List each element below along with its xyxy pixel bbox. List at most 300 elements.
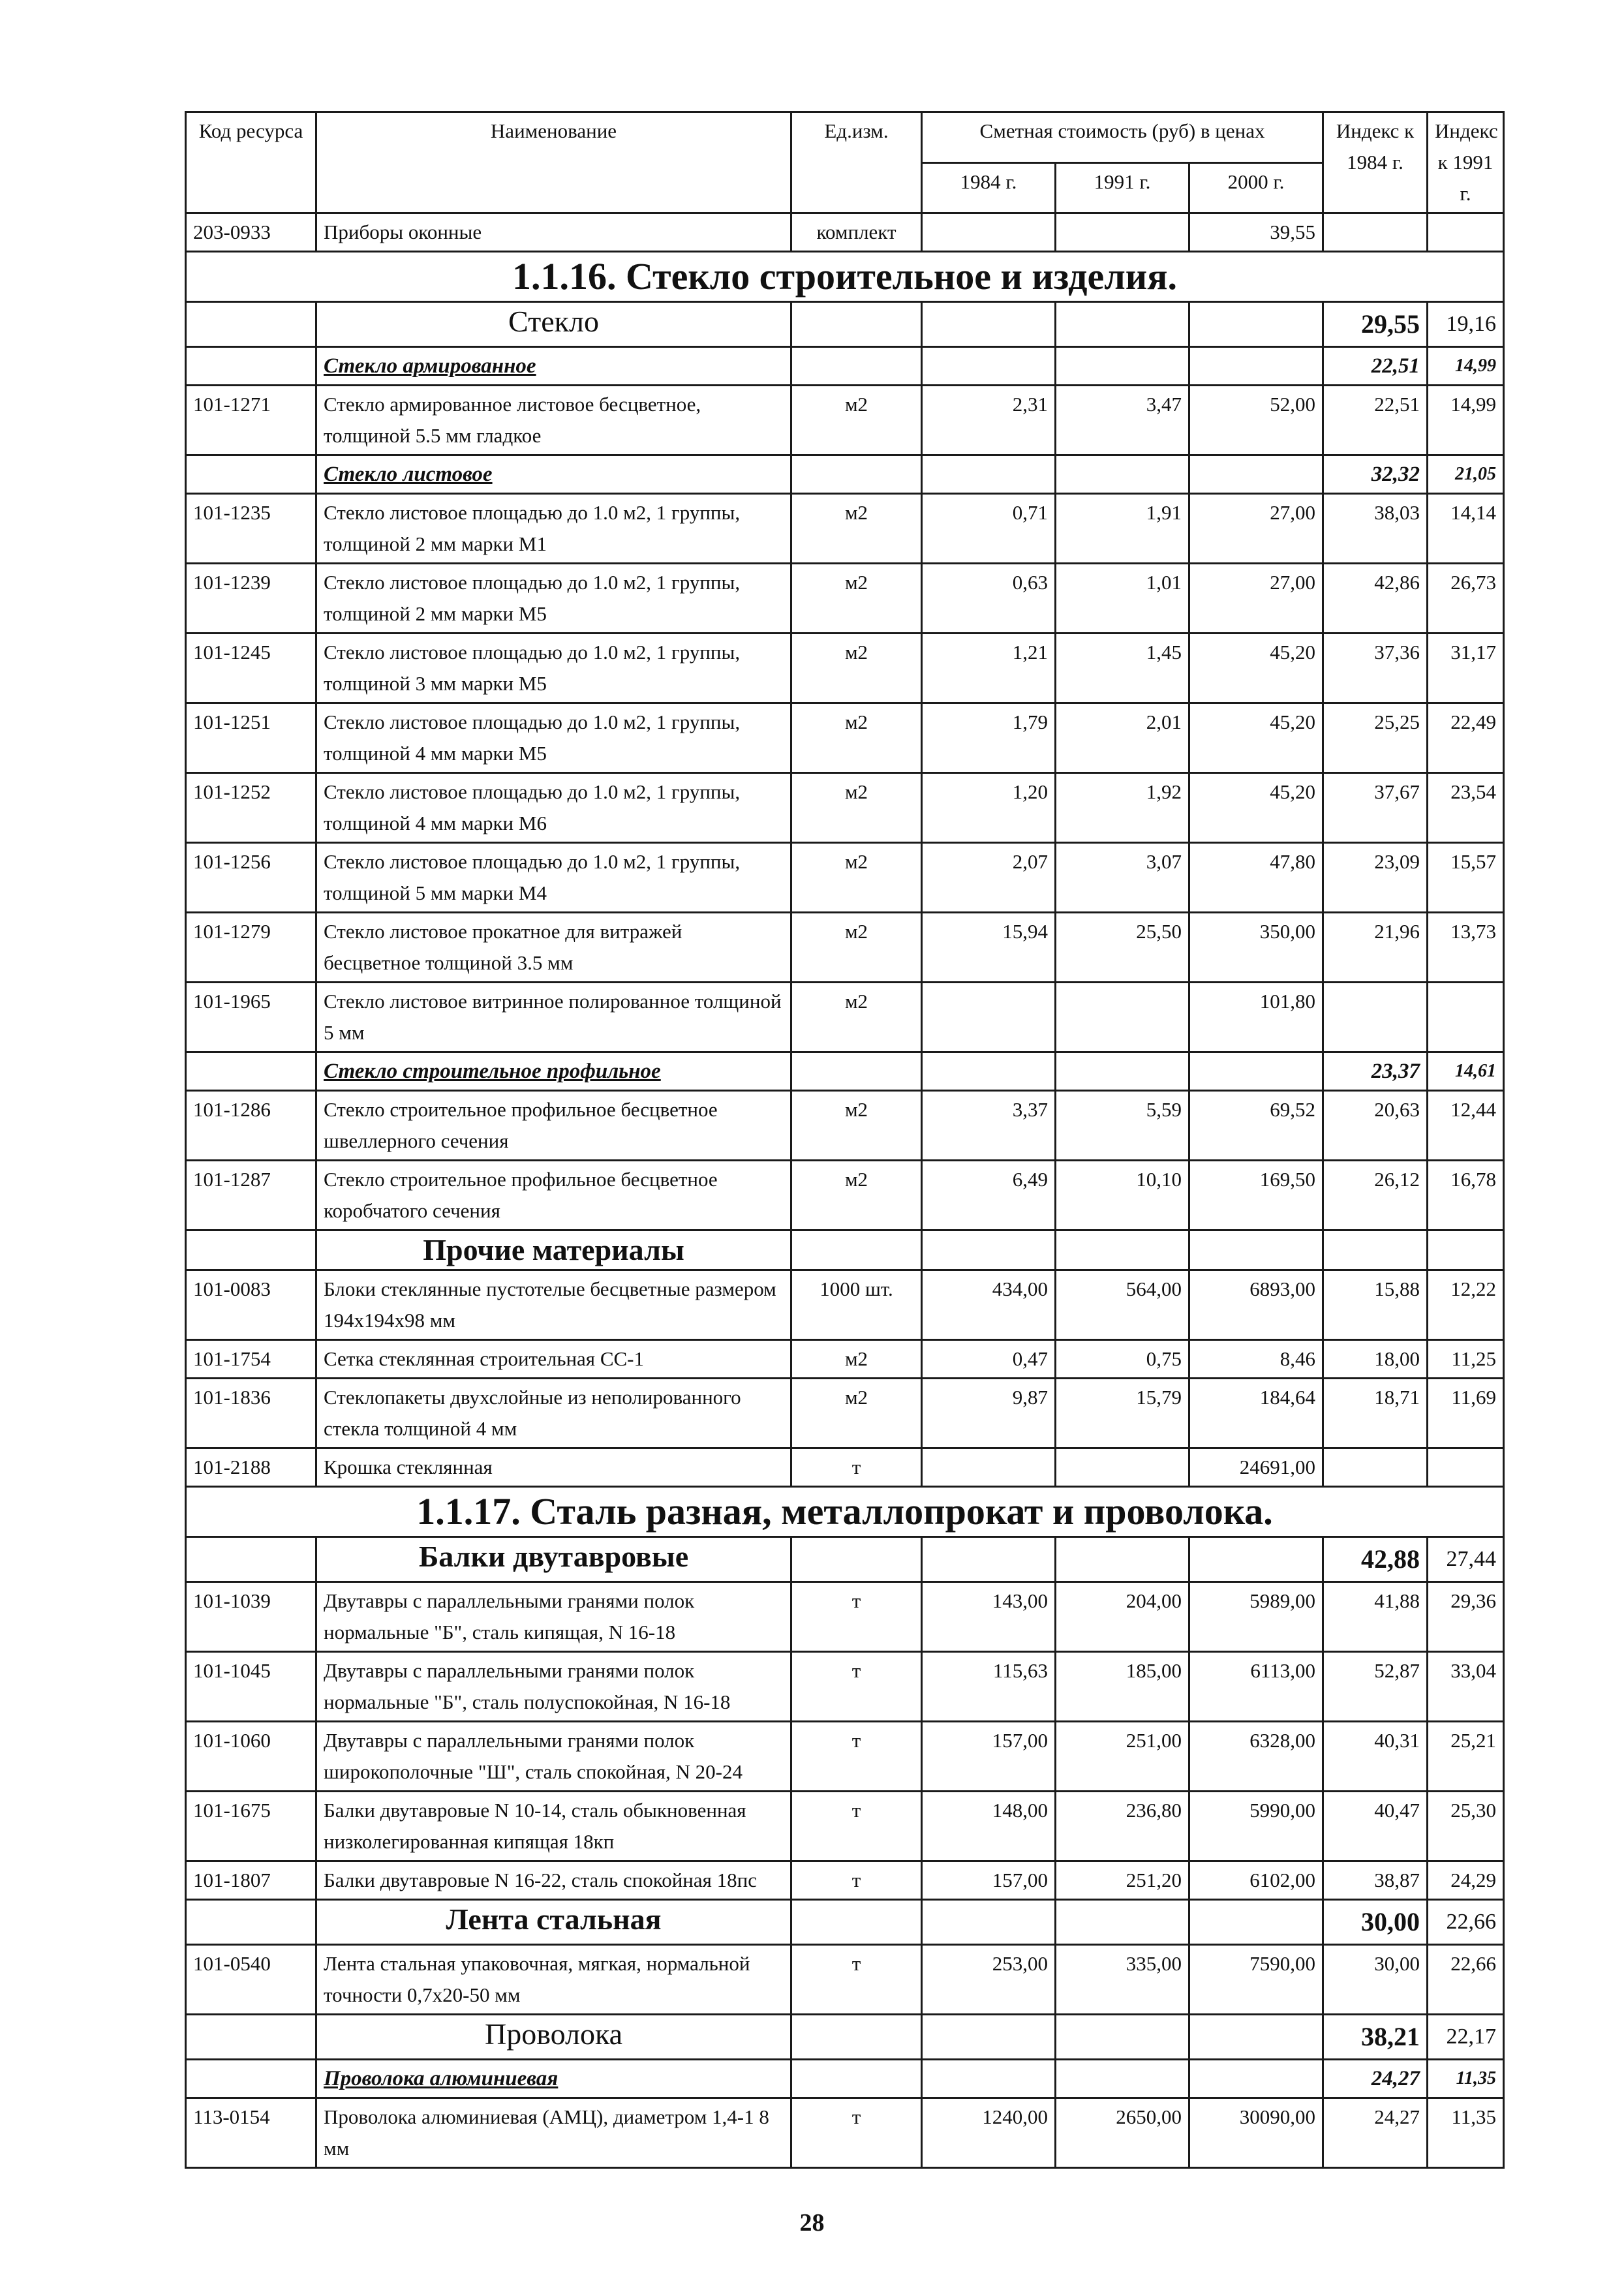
subgroup-title: Стекло листовое (316, 455, 791, 494)
index-to-1991: 22,66 (1428, 1945, 1504, 2015)
resource-code: 101-1252 (186, 773, 316, 843)
index-to-1984: 40,31 (1323, 1722, 1428, 1792)
group-heading-row (186, 1900, 1504, 1945)
resource-name: Стекло листовое прокатное для витражей бесцветное толщиной 3.5 мм (316, 913, 791, 983)
subgroup-1991-cell (1056, 455, 1189, 494)
price-2000: 350,00 (1189, 913, 1323, 983)
table-row (186, 1945, 1504, 2015)
subgroup-heading-row (186, 2060, 1504, 2098)
subgroup-code-cell (186, 347, 316, 386)
group-1991-cell (1056, 1230, 1189, 1270)
index-to-1984: 15,88 (1323, 1270, 1428, 1340)
index-to-1984: 22,51 (1323, 386, 1428, 455)
price-1991: 1,92 (1056, 773, 1189, 843)
subgroup-code-cell (186, 455, 316, 494)
price-1984: 0,47 (922, 1340, 1056, 1379)
price-1984: 253,00 (922, 1945, 1056, 2015)
subgroup-code-cell (186, 2060, 316, 2098)
price-1984: 148,00 (922, 1792, 1056, 1861)
price-2000: 30090,00 (1189, 2098, 1323, 2168)
resource-name: Стекло армированное листовое бесцветное, толщиной 5.5 мм гладкое (316, 386, 791, 455)
resource-code: 101-2188 (186, 1448, 316, 1487)
subgroup-2000-cell (1189, 1052, 1323, 1091)
table-row (186, 1379, 1504, 1448)
resource-code: 101-1836 (186, 1379, 316, 1448)
subgroup-unit-cell (791, 347, 922, 386)
index-to-1984: 38,03 (1323, 494, 1428, 564)
subgroup-index-1984: 24,27 (1323, 2060, 1428, 2098)
price-1991: 1,91 (1056, 494, 1189, 564)
group-title: Стекло (316, 302, 791, 347)
group-2000-cell (1189, 1900, 1323, 1945)
price-1984: 434,00 (922, 1270, 1056, 1340)
group-unit-cell (791, 302, 922, 347)
table-row (186, 1861, 1504, 1900)
index-to-1984: 30,00 (1323, 1945, 1428, 2015)
table-row (186, 1091, 1504, 1161)
resource-name: Двутавры с параллельными гранями полок нормальные "Б", сталь полуспокойная, N 16-18 (316, 1652, 791, 1722)
table-row (186, 913, 1504, 983)
unit-of-measure: т (791, 1792, 922, 1861)
unit-of-measure: м2 (791, 1161, 922, 1230)
price-1991: 25,50 (1056, 913, 1189, 983)
price-1991: 3,07 (1056, 843, 1189, 913)
resource-name: Балки двутавровые N 16-22, сталь спокойная 18пс (316, 1861, 791, 1900)
section-title: 1.1.16. Стекло строительное и изделия. (186, 252, 1504, 302)
subgroup-index-1991: 14,99 (1428, 347, 1504, 386)
resource-name: Стекло листовое витринное полированное толщиной 5 мм (316, 983, 791, 1052)
subgroup-heading-row (186, 347, 1504, 386)
resource-name: Стекло строительное профильное бесцветное коробчатого сечения (316, 1161, 791, 1230)
price-1991: 251,20 (1056, 1861, 1189, 1900)
group-heading-row (186, 1230, 1504, 1270)
subgroup-index-1984: 22,51 (1323, 347, 1428, 386)
subgroup-unit-cell (791, 455, 922, 494)
unit-of-measure: м2 (791, 386, 922, 455)
price-1991: 236,80 (1056, 1792, 1189, 1861)
index-to-1984: 25,25 (1323, 703, 1428, 773)
price-1991: 2,01 (1056, 703, 1189, 773)
group-index-1991: 19,16 (1428, 302, 1504, 347)
unit-of-measure: т (791, 2098, 922, 2168)
price-1991: 335,00 (1056, 1945, 1189, 2015)
price-1991: 2650,00 (1056, 2098, 1189, 2168)
index-to-1984: 24,27 (1323, 2098, 1428, 2168)
subgroup-1984-cell (922, 2060, 1056, 2098)
index-to-1984: 52,87 (1323, 1652, 1428, 1722)
price-2000: 27,00 (1189, 564, 1323, 634)
unit-of-measure: т (791, 1652, 922, 1722)
unit-of-measure: м2 (791, 913, 922, 983)
group-2000-cell (1189, 302, 1323, 347)
resource-code: 101-1279 (186, 913, 316, 983)
subgroup-index-1991: 11,35 (1428, 2060, 1504, 2098)
price-1991: 564,00 (1056, 1270, 1189, 1340)
index-to-1991: 12,44 (1428, 1091, 1504, 1161)
table-row (186, 213, 1504, 252)
price-1984: 6,49 (922, 1161, 1056, 1230)
group-heading-row (186, 302, 1504, 347)
unit-of-measure: т (791, 1448, 922, 1487)
group-index-1991 (1428, 1230, 1504, 1270)
index-to-1984 (1323, 213, 1428, 252)
index-to-1991: 11,35 (1428, 2098, 1504, 2168)
subgroup-unit-cell (791, 2060, 922, 2098)
index-to-1991: 29,36 (1428, 1582, 1504, 1652)
unit-of-measure: м2 (791, 1379, 922, 1448)
unit-of-measure: м2 (791, 773, 922, 843)
resource-name: Двутавры с параллельными гранями полок широкополочные "Ш", сталь спокойная, N 20-24 (316, 1722, 791, 1792)
table-row (186, 773, 1504, 843)
resource-name: Блоки стеклянные пустотелые бесцветные размером 194х194х98 мм (316, 1270, 791, 1340)
resource-code: 101-1965 (186, 983, 316, 1052)
header-index-1984: Индекс к 1984 г. (1323, 112, 1428, 213)
unit-of-measure: м2 (791, 634, 922, 703)
resource-name: Двутавры с параллельными гранями полок нормальные "Б", сталь кипящая, N 16-18 (316, 1582, 791, 1652)
table-row (186, 1582, 1504, 1652)
price-2000: 39,55 (1189, 213, 1323, 252)
resource-name: Балки двутавровые N 10-14, сталь обыкновенная низколегированная кипящая 18кп (316, 1792, 791, 1861)
price-1984: 3,37 (922, 1091, 1056, 1161)
subgroup-2000-cell (1189, 347, 1323, 386)
price-table (185, 111, 1505, 2169)
index-to-1984 (1323, 983, 1428, 1052)
subgroup-heading-row (186, 1052, 1504, 1091)
unit-of-measure: м2 (791, 1340, 922, 1379)
index-to-1991: 14,99 (1428, 386, 1504, 455)
resource-name: Стеклопакеты двухслойные из неполированного стекла толщиной 4 мм (316, 1379, 791, 1448)
header-name: Наименование (316, 112, 791, 213)
group-title: Балки двутавровые (316, 1537, 791, 1582)
group-unit-cell (791, 1230, 922, 1270)
group-unit-cell (791, 1537, 922, 1582)
resource-code: 101-0540 (186, 1945, 316, 2015)
subgroup-heading-row (186, 455, 1504, 494)
table-row (186, 1722, 1504, 1792)
price-1991: 1,45 (1056, 634, 1189, 703)
table-row (186, 634, 1504, 703)
index-to-1984: 18,00 (1323, 1340, 1428, 1379)
index-to-1991: 33,04 (1428, 1652, 1504, 1722)
price-2000: 6102,00 (1189, 1861, 1323, 1900)
subgroup-index-1991: 21,05 (1428, 455, 1504, 494)
subgroup-title: Стекло строительное профильное (316, 1052, 791, 1091)
price-1984: 9,87 (922, 1379, 1056, 1448)
group-heading-row (186, 2015, 1504, 2060)
index-to-1991: 26,73 (1428, 564, 1504, 634)
resource-code: 101-1675 (186, 1792, 316, 1861)
group-2000-cell (1189, 2015, 1323, 2060)
subgroup-1991-cell (1056, 2060, 1189, 2098)
resource-code: 113-0154 (186, 2098, 316, 2168)
resource-name: Приборы оконные (316, 213, 791, 252)
index-to-1991: 31,17 (1428, 634, 1504, 703)
price-2000: 45,20 (1189, 773, 1323, 843)
section-title: 1.1.17. Сталь разная, металлопрокат и проволока. (186, 1487, 1504, 1537)
subgroup-index-1991: 14,61 (1428, 1052, 1504, 1091)
resource-code: 101-1060 (186, 1722, 316, 1792)
group-heading-row (186, 1537, 1504, 1582)
price-1991: 3,47 (1056, 386, 1189, 455)
price-1984: 0,63 (922, 564, 1056, 634)
header-year-1991: 1991 г. (1056, 162, 1189, 213)
resource-name: Стекло листовое площадью до 1.0 м2, 1 группы, толщиной 2 мм марки М5 (316, 564, 791, 634)
index-to-1991: 11,25 (1428, 1340, 1504, 1379)
unit-of-measure: т (791, 1722, 922, 1792)
resource-code: 101-1286 (186, 1091, 316, 1161)
index-to-1984: 41,88 (1323, 1582, 1428, 1652)
header-year-2000: 2000 г. (1189, 162, 1323, 213)
price-2000: 169,50 (1189, 1161, 1323, 1230)
index-to-1984: 23,09 (1323, 843, 1428, 913)
header-code: Код ресурса (186, 112, 316, 213)
index-to-1984: 40,47 (1323, 1792, 1428, 1861)
price-2000: 8,46 (1189, 1340, 1323, 1379)
index-to-1984: 37,36 (1323, 634, 1428, 703)
group-code-cell (186, 302, 316, 347)
price-1984: 1,21 (922, 634, 1056, 703)
resource-code: 101-1754 (186, 1340, 316, 1379)
price-1991: 1,01 (1056, 564, 1189, 634)
price-1984 (922, 213, 1056, 252)
table-row (186, 386, 1504, 455)
unit-of-measure: м2 (791, 564, 922, 634)
group-unit-cell (791, 1900, 922, 1945)
subgroup-1984-cell (922, 347, 1056, 386)
resource-name: Лента стальная упаковочная, мягкая, нормальной точности 0,7х20-50 мм (316, 1945, 791, 2015)
index-to-1991: 15,57 (1428, 843, 1504, 913)
resource-name: Стекло листовое площадью до 1.0 м2, 1 группы, толщиной 3 мм марки М5 (316, 634, 791, 703)
subgroup-1991-cell (1056, 1052, 1189, 1091)
resource-code: 101-1271 (186, 386, 316, 455)
price-2000: 5990,00 (1189, 1792, 1323, 1861)
group-1991-cell (1056, 1900, 1189, 1945)
group-1984-cell (922, 1900, 1056, 1945)
page-number: 28 (799, 2209, 825, 2237)
price-2000: 6893,00 (1189, 1270, 1323, 1340)
price-2000: 24691,00 (1189, 1448, 1323, 1487)
subgroup-title: Стекло армированное (316, 347, 791, 386)
price-1991: 185,00 (1056, 1652, 1189, 1722)
subgroup-2000-cell (1189, 455, 1323, 494)
group-index-1984: 29,55 (1323, 302, 1428, 347)
resource-code: 101-1251 (186, 703, 316, 773)
table-row (186, 983, 1504, 1052)
subgroup-1984-cell (922, 455, 1056, 494)
index-to-1991 (1428, 983, 1504, 1052)
price-1991: 204,00 (1056, 1582, 1189, 1652)
group-1984-cell (922, 302, 1056, 347)
index-to-1991 (1428, 213, 1504, 252)
group-index-1991: 22,17 (1428, 2015, 1504, 2060)
price-2000: 101,80 (1189, 983, 1323, 1052)
unit-of-measure: м2 (791, 983, 922, 1052)
resource-code: 101-1235 (186, 494, 316, 564)
price-1984: 143,00 (922, 1582, 1056, 1652)
unit-of-measure: комплект (791, 213, 922, 252)
index-to-1991: 24,29 (1428, 1861, 1504, 1900)
index-to-1984: 20,63 (1323, 1091, 1428, 1161)
resource-name: Стекло листовое площадью до 1.0 м2, 1 группы, толщиной 5 мм марки М4 (316, 843, 791, 913)
unit-of-measure: т (791, 1945, 922, 2015)
resource-code: 101-1045 (186, 1652, 316, 1722)
table-row (186, 564, 1504, 634)
subgroup-title: Проволока алюминиевая (316, 2060, 791, 2098)
section-heading-row (186, 252, 1504, 302)
index-to-1991: 16,78 (1428, 1161, 1504, 1230)
subgroup-index-1984: 32,32 (1323, 455, 1428, 494)
index-to-1984: 37,67 (1323, 773, 1428, 843)
unit-of-measure: 1000 шт. (791, 1270, 922, 1340)
subgroup-index-1984: 23,37 (1323, 1052, 1428, 1091)
price-1984: 1240,00 (922, 2098, 1056, 2168)
table-row (186, 1161, 1504, 1230)
group-index-1991: 27,44 (1428, 1537, 1504, 1582)
resource-code: 101-1287 (186, 1161, 316, 1230)
index-to-1984 (1323, 1448, 1428, 1487)
unit-of-measure: м2 (791, 843, 922, 913)
resource-code: 101-1256 (186, 843, 316, 913)
resource-name: Крошка стеклянная (316, 1448, 791, 1487)
index-to-1984: 26,12 (1323, 1161, 1428, 1230)
table-row (186, 494, 1504, 564)
price-2000: 7590,00 (1189, 1945, 1323, 2015)
group-1991-cell (1056, 2015, 1189, 2060)
price-1984: 2,31 (922, 386, 1056, 455)
header-unit: Ед.изм. (791, 112, 922, 213)
index-to-1984: 21,96 (1323, 913, 1428, 983)
subgroup-1991-cell (1056, 347, 1189, 386)
price-2000: 5989,00 (1189, 1582, 1323, 1652)
price-2000: 47,80 (1189, 843, 1323, 913)
group-1984-cell (922, 1537, 1056, 1582)
price-1984: 157,00 (922, 1861, 1056, 1900)
index-to-1991: 11,69 (1428, 1379, 1504, 1448)
index-to-1991: 25,30 (1428, 1792, 1504, 1861)
header-row (186, 112, 1504, 163)
group-1991-cell (1056, 302, 1189, 347)
resource-name: Стекло листовое площадью до 1.0 м2, 1 группы, толщиной 4 мм марки М6 (316, 773, 791, 843)
group-code-cell (186, 1900, 316, 1945)
table-row (186, 843, 1504, 913)
price-2000: 45,20 (1189, 703, 1323, 773)
index-to-1991: 14,14 (1428, 494, 1504, 564)
price-2000: 6113,00 (1189, 1652, 1323, 1722)
price-1984 (922, 1448, 1056, 1487)
index-to-1991: 23,54 (1428, 773, 1504, 843)
group-title: Прочие материалы (316, 1230, 791, 1270)
index-to-1991: 22,49 (1428, 703, 1504, 773)
header-year-1984: 1984 г. (922, 162, 1056, 213)
price-1991: 251,00 (1056, 1722, 1189, 1792)
price-1984 (922, 983, 1056, 1052)
subgroup-1984-cell (922, 1052, 1056, 1091)
price-1991: 5,59 (1056, 1091, 1189, 1161)
table-body (186, 112, 1504, 2168)
table-row (186, 1652, 1504, 1722)
group-title: Лента стальная (316, 1900, 791, 1945)
unit-of-measure: т (791, 1582, 922, 1652)
index-to-1991: 25,21 (1428, 1722, 1504, 1792)
resource-name: Стекло строительное профильное бесцветное швеллерного сечения (316, 1091, 791, 1161)
index-to-1984: 18,71 (1323, 1379, 1428, 1448)
resource-code: 101-0083 (186, 1270, 316, 1340)
group-index-1984: 38,21 (1323, 2015, 1428, 2060)
price-1984: 0,71 (922, 494, 1056, 564)
table-row (186, 703, 1504, 773)
index-to-1984: 42,86 (1323, 564, 1428, 634)
subgroup-code-cell (186, 1052, 316, 1091)
group-title: Проволока (316, 2015, 791, 2060)
group-1984-cell (922, 2015, 1056, 2060)
unit-of-measure: м2 (791, 494, 922, 564)
resource-name: Проволока алюминиевая (АМЦ), диаметром 1,4-1 8 мм (316, 2098, 791, 2168)
price-1991: 10,10 (1056, 1161, 1189, 1230)
price-1991: 15,79 (1056, 1379, 1189, 1448)
index-to-1991: 13,73 (1428, 913, 1504, 983)
price-1991 (1056, 983, 1189, 1052)
price-2000: 6328,00 (1189, 1722, 1323, 1792)
price-1984: 2,07 (922, 843, 1056, 913)
resource-name: Стекло листовое площадью до 1.0 м2, 1 группы, толщиной 2 мм марки М1 (316, 494, 791, 564)
group-unit-cell (791, 2015, 922, 2060)
table-row (186, 1792, 1504, 1861)
price-1984: 1,79 (922, 703, 1056, 773)
subgroup-2000-cell (1189, 2060, 1323, 2098)
group-1984-cell (922, 1230, 1056, 1270)
group-index-1984: 30,00 (1323, 1900, 1428, 1945)
group-code-cell (186, 1537, 316, 1582)
price-2000: 52,00 (1189, 386, 1323, 455)
price-1984: 115,63 (922, 1652, 1056, 1722)
unit-of-measure: т (791, 1861, 922, 1900)
resource-code: 203-0933 (186, 213, 316, 252)
subgroup-unit-cell (791, 1052, 922, 1091)
table-row (186, 1340, 1504, 1379)
group-1991-cell (1056, 1537, 1189, 1582)
price-1991: 0,75 (1056, 1340, 1189, 1379)
group-2000-cell (1189, 1537, 1323, 1582)
price-2000: 27,00 (1189, 494, 1323, 564)
table-row (186, 1270, 1504, 1340)
table-row (186, 1448, 1504, 1487)
price-1991 (1056, 213, 1189, 252)
price-2000: 45,20 (1189, 634, 1323, 703)
price-1984: 1,20 (922, 773, 1056, 843)
resource-code: 101-1239 (186, 564, 316, 634)
resource-code: 101-1245 (186, 634, 316, 703)
header-index-1991: Индекс к 1991 г. (1428, 112, 1504, 213)
resource-code: 101-1039 (186, 1582, 316, 1652)
group-2000-cell (1189, 1230, 1323, 1270)
group-index-1984: 42,88 (1323, 1537, 1428, 1582)
header-cost-group: Сметная стоимость (руб) в ценах (922, 112, 1323, 163)
group-code-cell (186, 2015, 316, 2060)
index-to-1991 (1428, 1448, 1504, 1487)
table-row (186, 2098, 1504, 2168)
resource-code: 101-1807 (186, 1861, 316, 1900)
price-1991 (1056, 1448, 1189, 1487)
price-1984: 15,94 (922, 913, 1056, 983)
index-to-1991: 12,22 (1428, 1270, 1504, 1340)
group-index-1984 (1323, 1230, 1428, 1270)
price-2000: 69,52 (1189, 1091, 1323, 1161)
unit-of-measure: м2 (791, 703, 922, 773)
resource-name: Стекло листовое площадью до 1.0 м2, 1 группы, толщиной 4 мм марки М5 (316, 703, 791, 773)
index-to-1984: 38,87 (1323, 1861, 1428, 1900)
price-2000: 184,64 (1189, 1379, 1323, 1448)
resource-name: Сетка стеклянная строительная СС-1 (316, 1340, 791, 1379)
